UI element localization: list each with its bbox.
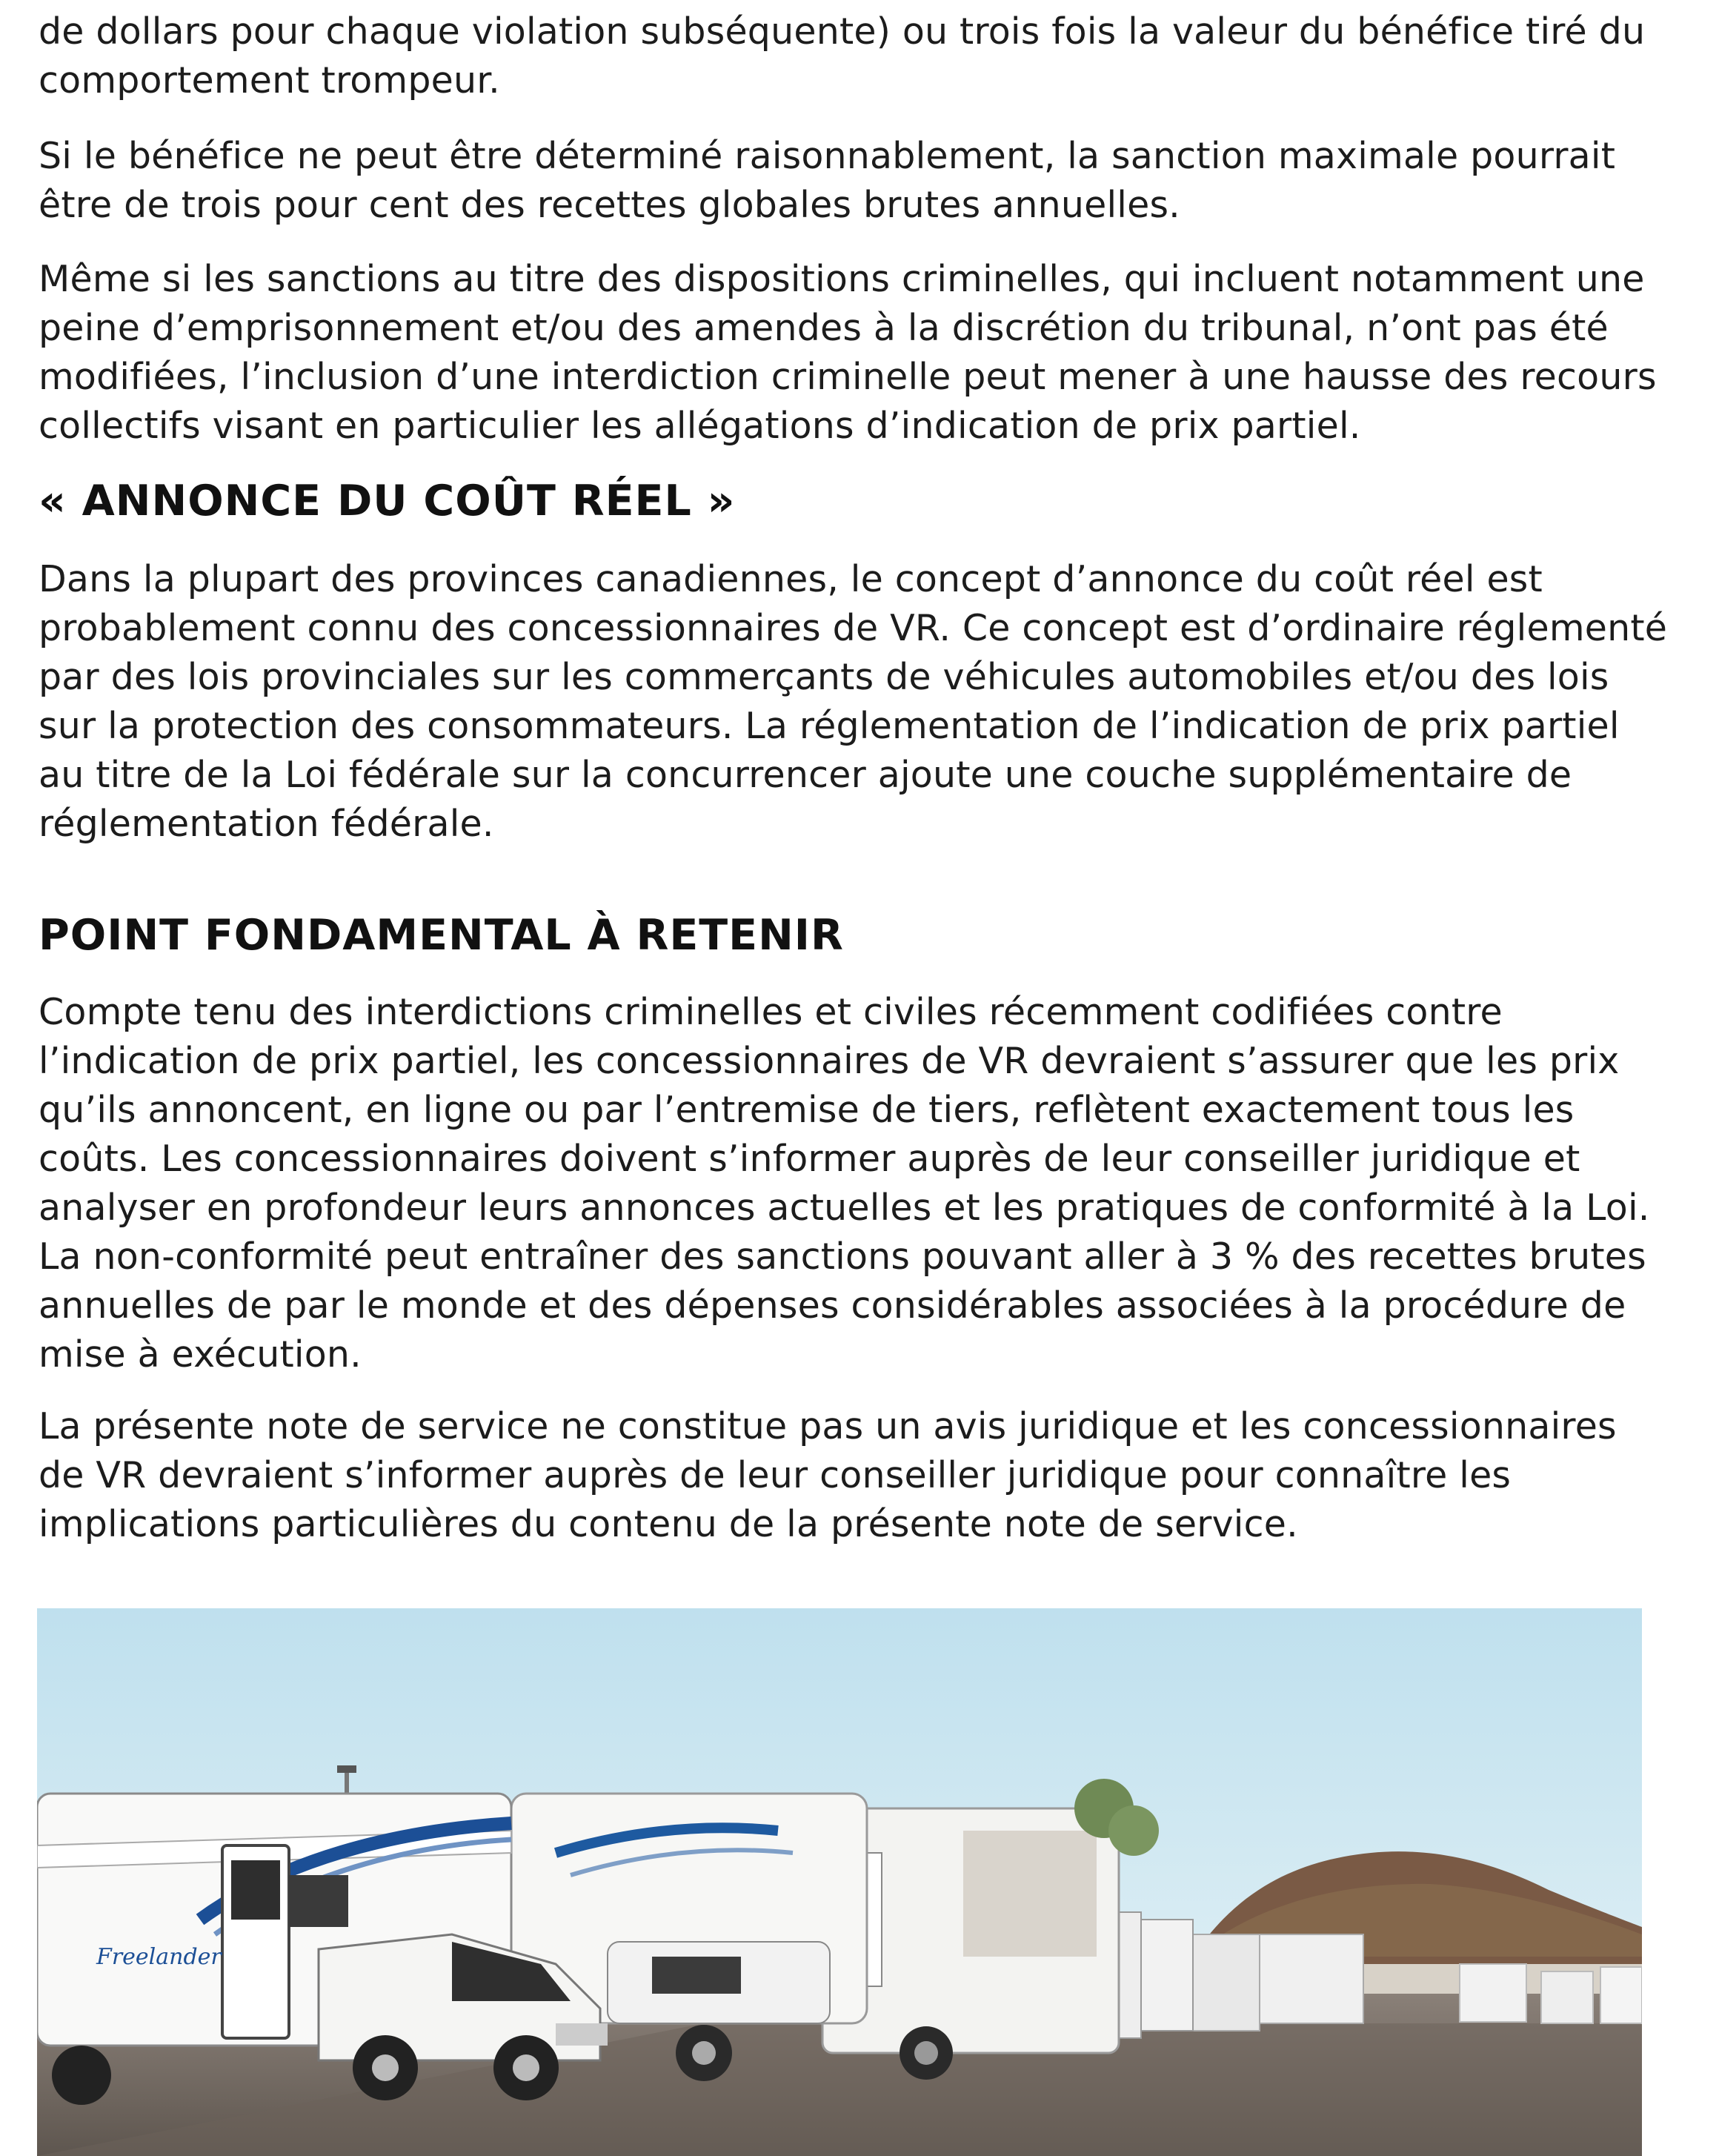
rv-distant: [1460, 1964, 1526, 2022]
paragraph-maximum-sanction: Si le bénéfice ne peut être déterminé raisonnablement, la sanction maximale pourrait être de trois pour cent des recettes globales brutes annuelles.: [39, 135, 1616, 226]
paragraph-real-cost-concept: Dans la plupart des provinces canadiennes, le concept d’annonce du coût réel est probablement connu des concessionnaires de VR. Ce concept est d’ordinaire réglementé par des lois provinciales sur les commerçants de véhicules automobiles et/ou des lois sur la protection des consommateurs. La réglementation de l’indication de prix partiel au titre de la Loi fédérale sur la concurrencer ajoute une couche supplémentaire de réglementation fédérale.: [39, 558, 1668, 845]
paragraph-disclaimer: La présente note de service ne constitue pas un avis juridique et les concessionnaires de VR devraient s’informer auprès de leur conseiller juridique pour connaître les implications particulières du contenu de la présente note de service.: [39, 1405, 1617, 1545]
paragraph-penalty-continuation: de dollars pour chaque violation subséquente) ou trois fois la valeur du bénéfice tiré du comportement trompeur.: [39, 10, 1646, 102]
heading-key-takeaway: POINT FONDAMENTAL À RETENIR: [39, 911, 844, 960]
rv-lot-photo: [37, 1608, 1642, 2156]
paragraph-criminal-provisions: Même si les sanctions au titre des dispositions criminelles, qui incluent notamment une peine d’emprisonnement et/ou des amendes à la discrétion du tribunal, n’ont pas été modifiées, l’inclusion d’une interdiction criminelle peut mener à une hausse des recours collectifs visant en particulier les allégations d’indication de prix partiel.: [39, 258, 1657, 447]
paragraph-compliance-advice: Compte tenu des interdictions criminelles et civiles récemment codifiées contre l’indication de prix partiel, les concessionnaires de VR devraient s’assurer que les prix qu’ils annoncent, en ligne ou par l’entremise de tiers, reflètent exactement tous les coûts. Les concessionnaires doivent s’informer auprès de leur conseiller juridique et analyser en profondeur leurs annonces actuelles et les pratiques de conformité à la Loi. La non-conformité peut entraîner des sanctions pouvant aller à 3 % des recettes brutes annuelles de par le monde et des dépenses considérables associées à la procédure de mise à exécution.: [39, 991, 1650, 1376]
heading-real-cost-advertising: « ANNONCE DU COÛT RÉEL »: [39, 477, 736, 525]
rv-brand-lettering: Freelander: [96, 1944, 222, 1970]
